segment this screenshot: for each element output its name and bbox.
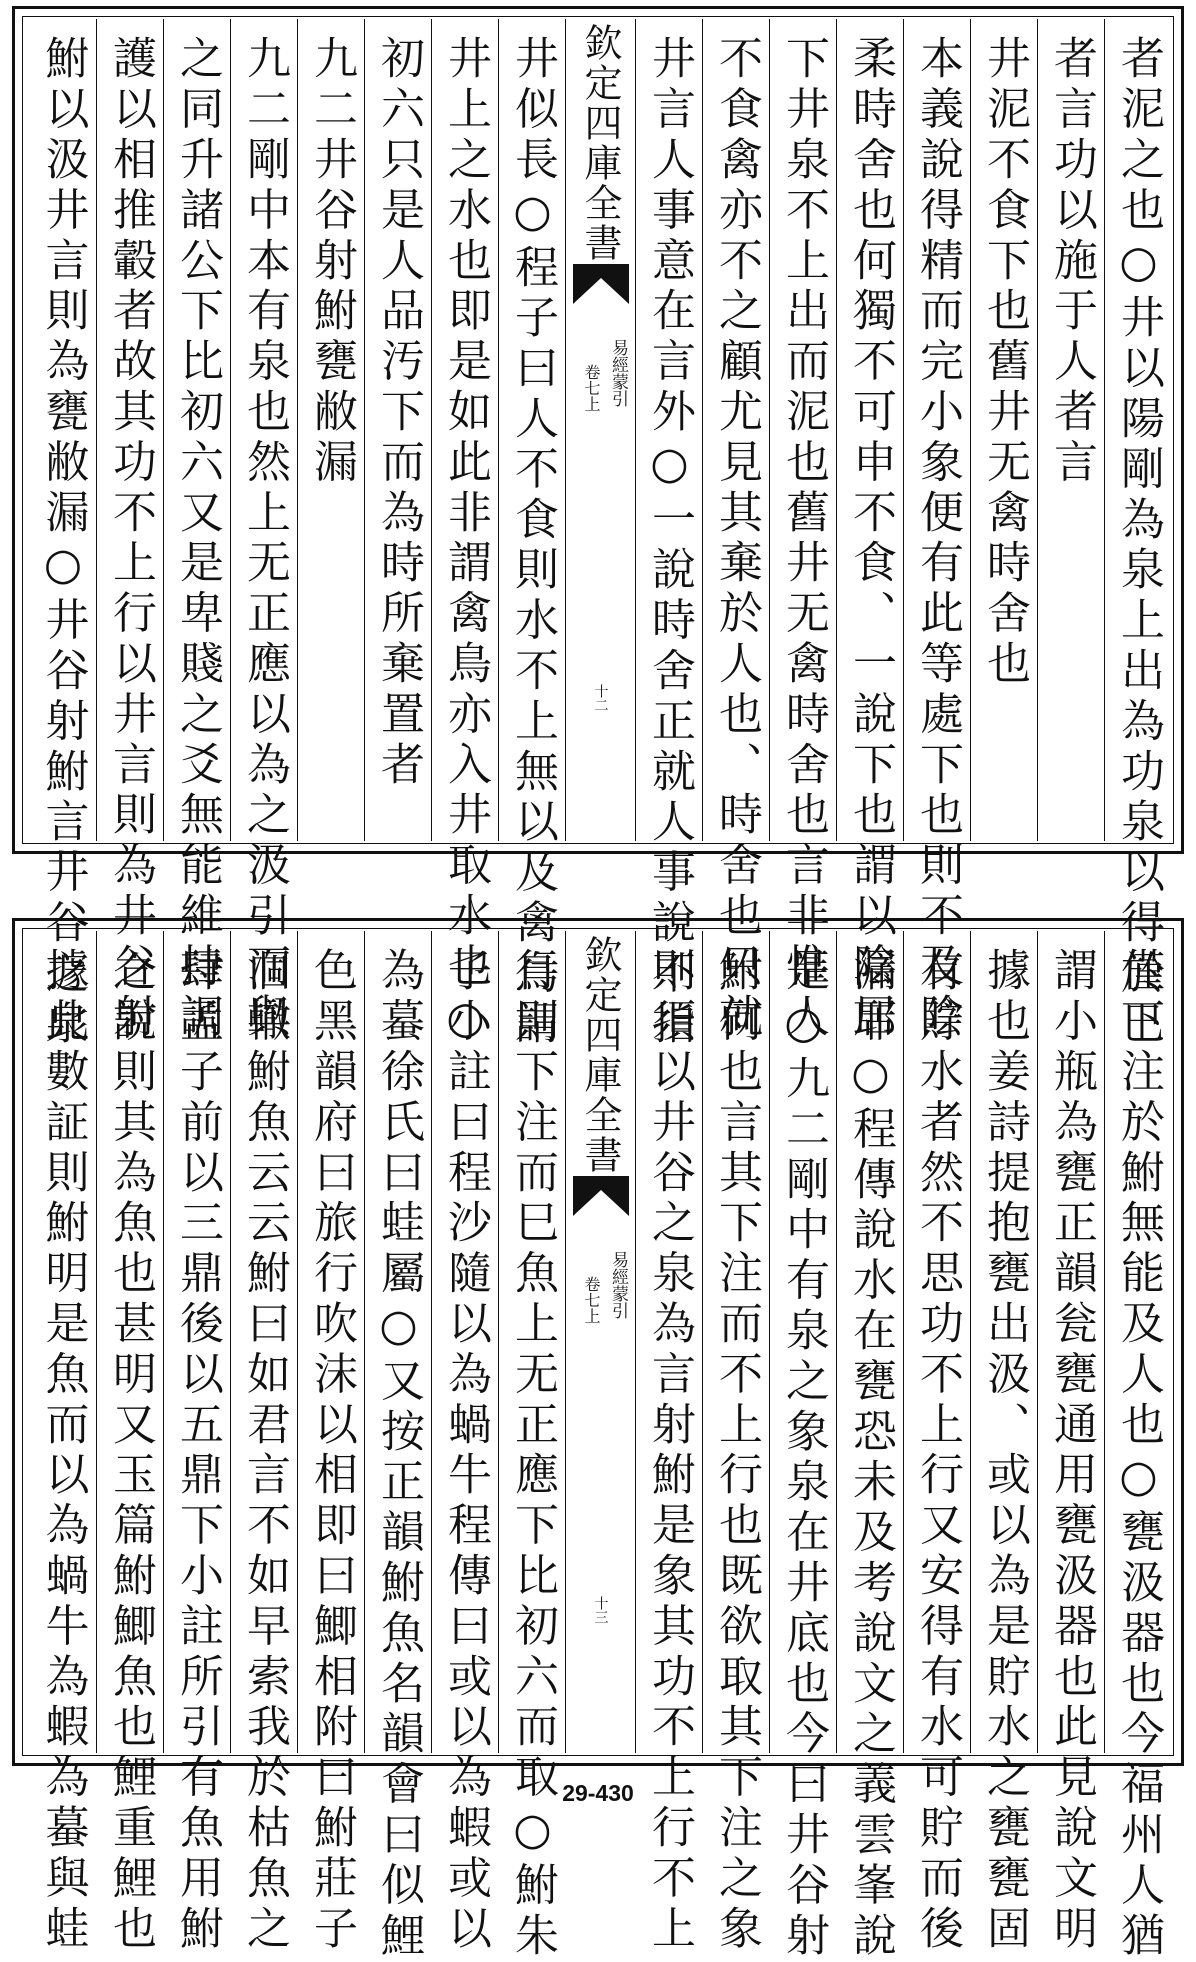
text-column: [29, 931, 96, 1955]
book-title: 易經蒙引: [608, 339, 628, 407]
column-text: 子小註曰程沙隨以為蝸牛程傳曰或以為蝦或以: [440, 947, 491, 1955]
column-text: 井言人事意在言外○一說時舍正就人事說不指: [644, 35, 695, 1050]
text-column: [970, 19, 1037, 841]
text-column: [297, 19, 364, 841]
column-text: 僅下注於鮒無能及人也○甕汲器也今福州人猶: [1113, 947, 1164, 1962]
column-text: 有貯水者然不思功不上行又安得有水可貯而後: [912, 947, 963, 1955]
text-column: [96, 931, 163, 1955]
text-column: [1037, 19, 1104, 841]
column-text: 本義說得精而完小象便有此等處下也則不及陰: [912, 35, 963, 1043]
text-column: [1104, 19, 1171, 1050]
text-column: [163, 19, 230, 1043]
column-text: 肆孟子前以三鼎後以五鼎下小註所引有魚用鮒: [172, 947, 223, 1955]
column-text: 護以相推轂者故其功不上行以井言則為井谷射: [105, 35, 156, 1043]
column-text: 之同升諸公下比初六又是卑賤之爻無能維持調: [172, 35, 223, 1043]
column-text: 據也姜詩提抱甕出汲、或以為是貯水之甕甕固: [979, 947, 1030, 1955]
text-column: [498, 931, 565, 1962]
volume-label: 卷七上: [582, 1276, 601, 1324]
column-text: 初六只是人品汚下而為時所棄置者: [373, 35, 424, 791]
text-column: [903, 19, 970, 1043]
text-column: [364, 19, 431, 841]
upper-page: [12, 6, 1184, 1050]
column-text: 柔時舍也何獨不可申不食、一說下也謂以陰居: [845, 35, 896, 1043]
text-column: [431, 931, 498, 1955]
text-column: [364, 931, 431, 1962]
library-title: 欽定四庫全書: [578, 935, 622, 1175]
text-column: [230, 19, 297, 1043]
text-column: [702, 931, 769, 1955]
volume-label: 卷七上: [582, 364, 601, 412]
column-text: 鮒何也言其下注而不上行也既欲取其下注之象: [711, 947, 762, 1955]
text-column: [769, 931, 836, 1962]
column-text: 九二井谷射鮒甕敝漏: [306, 35, 357, 489]
center-fold: [565, 19, 635, 841]
center-fold: [565, 931, 635, 1753]
column-text: 據此數証則鮒明是魚而以為蝸牛為蝦為蟇與蛙: [37, 947, 89, 1955]
column-text: 為蟇徐氏曰蛙屬○又按正韻鮒魚名韻會曰似鯉: [373, 947, 424, 1962]
text-column: [230, 931, 297, 1955]
column-text: 不食禽亦不之顧尤見其棄於人也、時舍也只就: [711, 35, 762, 1043]
column-text: 者言功以施于人者言: [1046, 35, 1097, 489]
column-text: 井上之水也即是如此非謂禽鳥亦入井取水也○: [440, 35, 491, 1050]
column-text: 九二剛中本有泉也然上无正應以為之汲引而與: [239, 35, 290, 1043]
text-column: [635, 19, 702, 1050]
text-column: [702, 19, 769, 1043]
text-column: [635, 931, 702, 1955]
fishtail-mark-icon: [573, 1176, 629, 1216]
column-text: 謂小瓶為甕正韻瓮甕通用甕汲器也此見說文明: [1046, 947, 1097, 1955]
fishtail-mark-icon: [573, 264, 629, 304]
column-text: 色黑韻府曰旅行吹沫以相即曰鯽相附曰鮒莊子: [306, 947, 357, 1955]
column-text: 是○九二剛中有泉之象泉在井底也今曰井谷射: [778, 947, 829, 1962]
text-column: [836, 19, 903, 1043]
folio-number: 十三: [592, 1596, 609, 1624]
text-column: [769, 19, 836, 1043]
folio-number: 十二: [592, 684, 609, 712]
column-text: 井泥不食下也舊井无禽時舍也: [979, 35, 1030, 691]
text-column: [1104, 931, 1171, 1962]
column-text: 則須以井谷之泉為言射鮒是象其功不上行不上: [644, 947, 695, 1955]
column-text: 井似長○程子曰人不食則水不上無以及禽鳥謂: [507, 35, 558, 1050]
text-column: [498, 19, 565, 1050]
text-column: [431, 19, 498, 1050]
column-text: 下井泉不上出而泥也舊井无禽時舍也言非惟人: [778, 35, 829, 1043]
column-text: 漏耶○程傳說水在甕恐未及考說文之義雲峯說: [845, 947, 896, 1962]
text-column: [29, 19, 96, 1050]
column-text: 涸轍鮒魚云云鮒曰如君言不如早索我於枯魚之: [239, 947, 290, 1955]
library-title: 欽定四庫全書: [578, 23, 622, 263]
column-text: 者泥之也○井以陽剛為泉上出為功泉以得於巳: [1113, 35, 1164, 1050]
text-column: [836, 931, 903, 1962]
text-column: [163, 931, 230, 1955]
text-column: [903, 931, 970, 1955]
page-number: 29-430: [562, 1780, 634, 1806]
column-text: 鮒以汲井言則為甕敝漏○井谷射鮒言井谷之泉: [37, 35, 89, 1050]
text-column: [970, 931, 1037, 1955]
column-text: 行則下注而巳魚上无正應下比初六而取○鮒朱: [507, 947, 558, 1962]
upper-page-columns: [25, 19, 1171, 1050]
text-column: [96, 19, 163, 1043]
text-column: [297, 931, 364, 1955]
column-text: 之說則其為魚也甚明又玉篇鮒鯽魚也鯉重鯉也: [105, 947, 156, 1955]
text-column: [1037, 931, 1104, 1955]
book-title: 易經蒙引: [608, 1251, 628, 1319]
